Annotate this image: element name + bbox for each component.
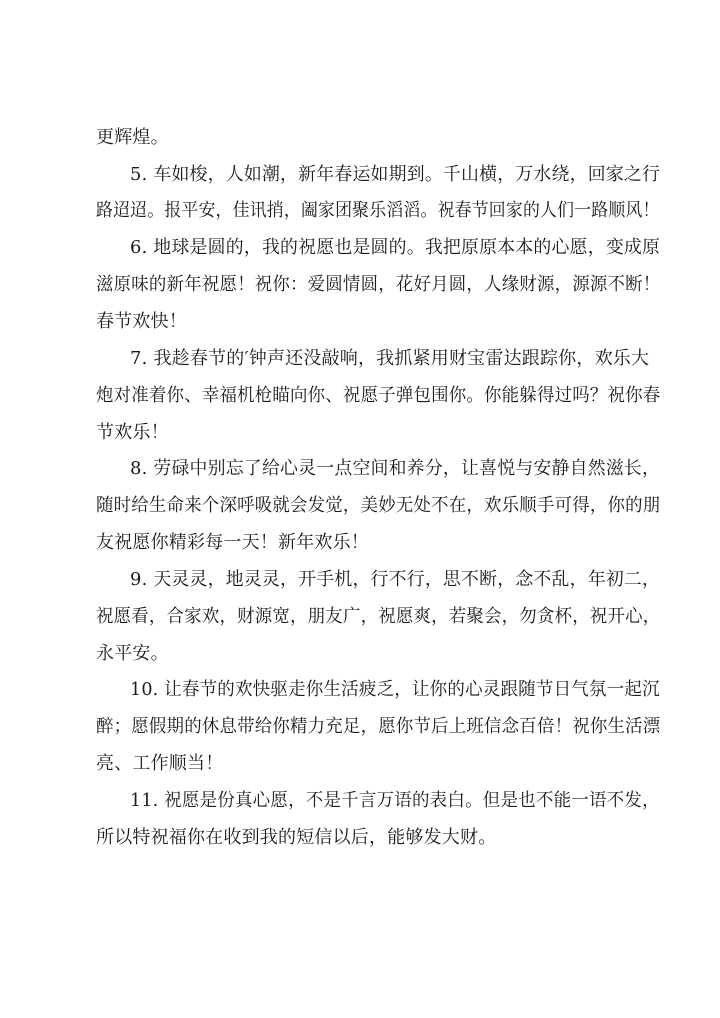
text-line: 9. 天灵灵，地灵灵，开手机，行不行，思不断，念不乱，年初二， — [130, 569, 661, 590]
text-line: 所以特祝福你在收到我的短信以后，能够发大财。 — [96, 827, 497, 848]
text-line: 11. 祝愿是份真心愿，不是千言万语的表白。但是也不能一语不发， — [130, 790, 660, 811]
text-line: 醉；愿假期的休息带给你精力充足，愿你节后上班信念百倍！祝你生活漂 — [96, 716, 661, 737]
text-line: 祝愿看，合家欢，财源宽，朋友广，祝愿爽，若聚会，勿贪杯，祝开心， — [96, 606, 661, 627]
text-line: 永平安。 — [96, 643, 169, 664]
text-line: 8. 劳碌中别忘了给心灵一点空间和养分，让喜悦与安静自然滋长， — [130, 458, 661, 479]
text-line: 更辉煌。 — [96, 127, 169, 148]
text-line: 5. 车如梭，人如潮，新年春运如期到。千山横，万水绕，回家之行 — [130, 164, 661, 185]
text-line: 节欢乐！ — [96, 422, 169, 443]
text-line: 友祝愿你精彩每一天！新年欢乐！ — [96, 532, 369, 553]
text-line: 路迢迢。报平安，佳讯捎，阖家团聚乐滔滔。祝春节回家的人们一路顺风！ — [96, 200, 660, 221]
text-line: 随时给生命来个深呼吸就会发觉，美妙无处不在，欢乐顺手可得，你的朋 — [96, 495, 661, 516]
text-line: 春节欢快！ — [96, 311, 187, 332]
text-line: 6. 地球是圆的，我的祝愿也是圆的。我把原原本本的心愿，变成原 — [130, 237, 661, 258]
text-line: 炮对准着你、幸福机枪瞄向你、祝愿子弹包围你。你能躲得过吗？祝你春 — [96, 385, 661, 406]
text-line: 亮、工作顺当！ — [96, 753, 224, 774]
text-line: 7. 我趁春节的′钟声还没敲响，我抓紧用财宝雷达跟踪你，欢乐大 — [130, 348, 650, 369]
text-line: 10. 让春节的欢快驱走你生活疲乏，让你的心灵跟随节日气氛一起沉 — [130, 679, 660, 700]
text-line: 滋原味的新年祝愿！祝你：爱圆情圆，花好月圆，人缘财源，源源不断！ — [96, 274, 661, 295]
